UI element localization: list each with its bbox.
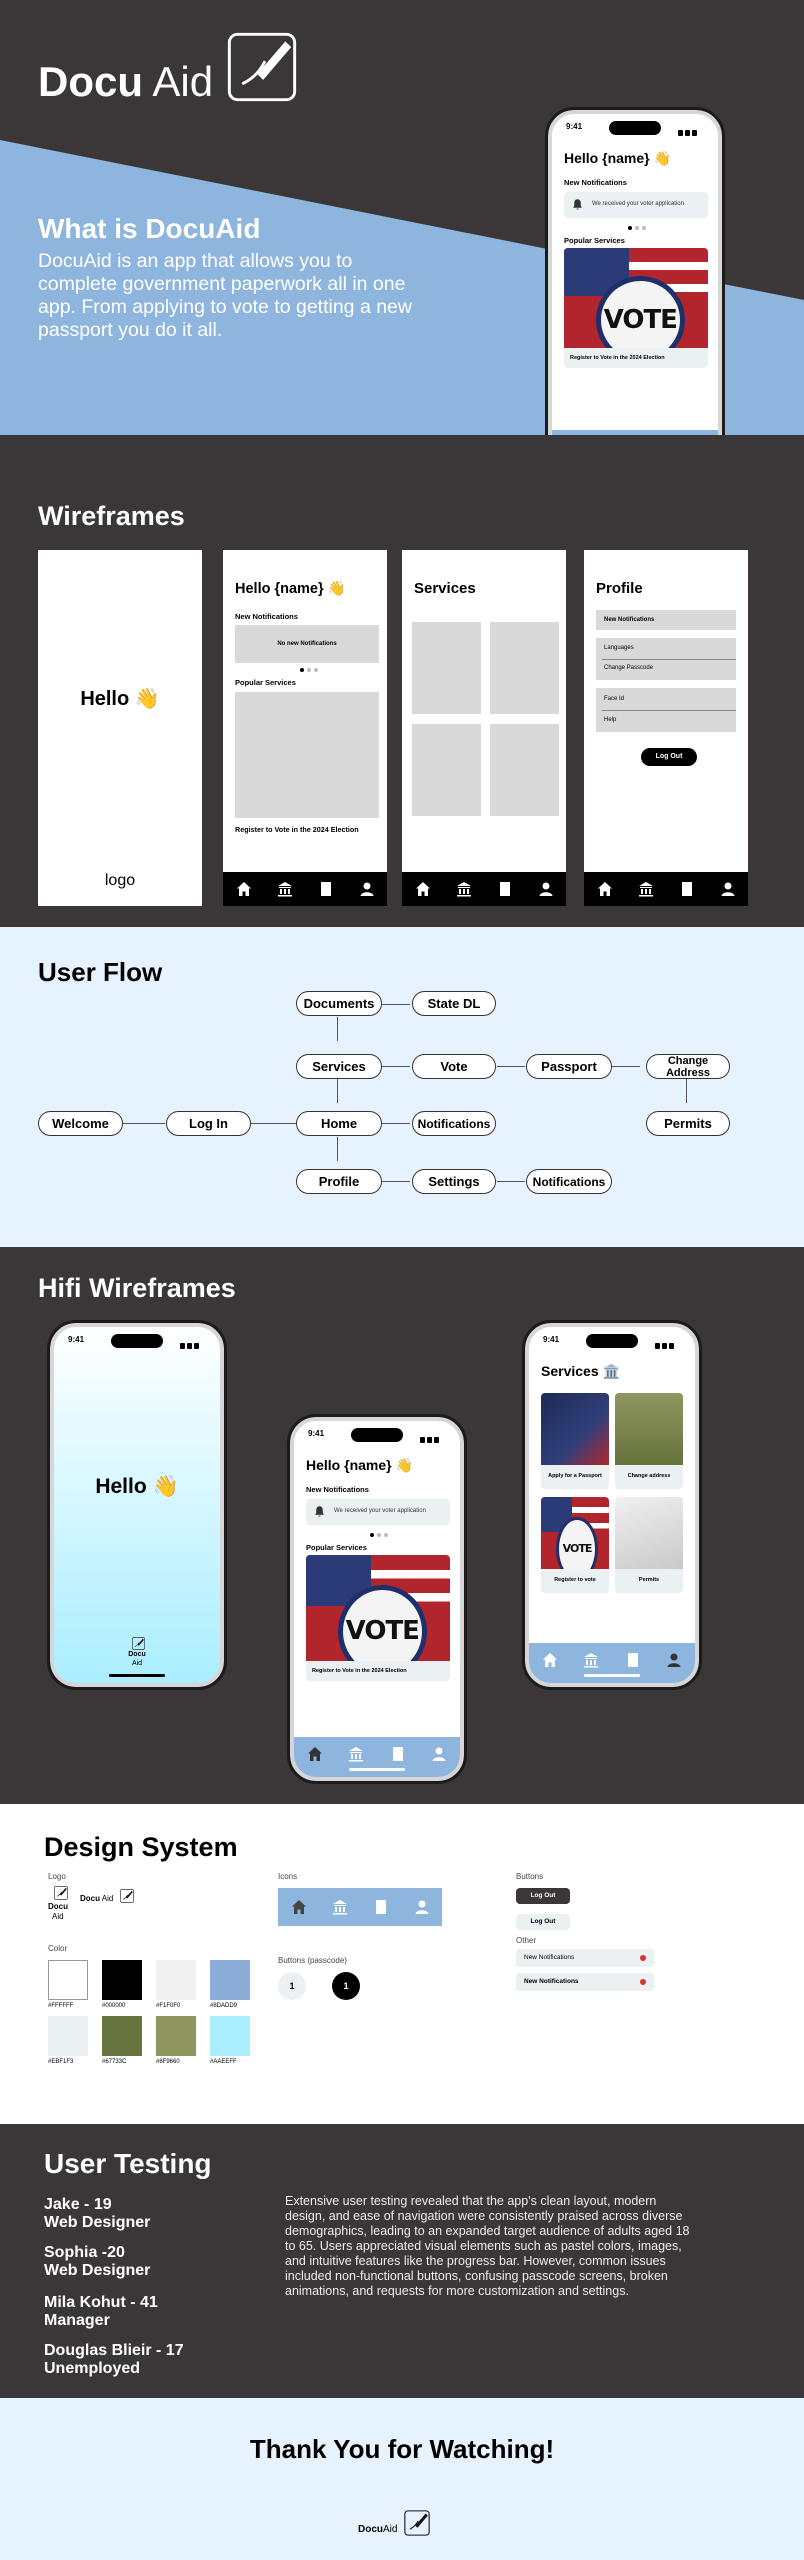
hifi-splash-phone [50,1323,224,1687]
notification-card[interactable] [564,192,708,218]
documents-icon [318,881,334,897]
notification-pill-text: New Notifications [524,1978,579,1985]
notification-text: We received your voter application [592,201,684,207]
wf-home-greeting: Hello {name} 👋 [235,581,346,597]
footer-section [0,2398,804,2560]
profile-icon [720,881,736,897]
wf-splash-hello: Hello 👋 [80,688,160,710]
wireframe-splash [38,550,202,906]
popular-services-heading: Popular Services [564,236,625,245]
notification-text: We received your voter application [334,1508,426,1514]
flow-connector [337,1137,338,1161]
color-swatch [48,1960,88,2000]
testing-title: User Testing [44,2148,212,2179]
profile-icon [359,881,375,897]
notification-pill[interactable] [516,1949,654,1967]
hifi-home-phone [290,1417,464,1781]
flow-node-settings: Settings [412,1169,496,1194]
flow-node-notifications-2: Notifications [526,1169,612,1194]
other-label: Other [516,1936,537,1945]
services-icon[interactable] [348,1746,364,1762]
flow-connector [251,1123,296,1124]
logo-stacked-docu: Docu [48,1902,68,1911]
hero-section [0,0,804,435]
footer-logo [358,2524,397,2535]
wireframes-title: Wireframes [38,501,185,531]
user-testing-section [0,2124,804,2398]
design-title: Design System [44,1832,238,1862]
logo-inline [80,1894,113,1903]
color-swatch-label: #8DADD9 [210,2003,238,2009]
service-card-permits[interactable] [615,1497,683,1593]
wf-services-title: Services [414,580,476,597]
wf-profile-item-help: Help [604,717,617,723]
wf-home-dots [300,668,318,672]
logo-inline-docu: Docu [80,1894,100,1903]
wireframe-services [402,550,566,906]
wf-home-notif-box-text: No new Notifications [277,641,337,647]
wf-service-tile [490,724,559,816]
logout-button-dark[interactable]: Log Out [516,1888,570,1904]
home-indicator [584,1674,640,1677]
notification-dot [640,1979,646,1985]
wf-profile-group [596,688,736,732]
services-icon [638,881,654,897]
flow-node-change-address: Change Address [646,1054,730,1079]
phone-notch [586,1334,638,1348]
wf-service-tile [490,622,559,714]
flow-node-passport: Passport [526,1054,612,1079]
color-label: Color [48,1944,68,1953]
footer-logo-docu: Docu [358,2524,383,2535]
home-indicator [349,1768,405,1771]
flow-node-services: Services [296,1054,382,1079]
vote-image [306,1555,450,1661]
tester-1: Jake - 19 Web Designer [44,2196,151,2231]
flow-node-profile: Profile [296,1169,382,1194]
notification-pill-bold[interactable] [516,1973,654,1991]
thanks-text: Thank You for Watching! [249,2434,555,2464]
color-swatch [102,1960,142,2000]
brand-logo-icon [222,32,302,102]
user-flow-section [0,927,804,1247]
splash-logo-icon [132,1637,145,1650]
logo-stacked-icon [54,1886,68,1900]
color-swatch [210,2016,250,2056]
documents-icon [497,881,513,897]
wf-profile-row [596,610,736,630]
flow-connector [382,1181,410,1182]
profile-icon[interactable] [431,1746,447,1762]
notifications-heading: New Notifications [306,1485,369,1494]
service-label-passport: Apply for a Passport [548,1473,602,1479]
status-time: 9:41 [543,1335,560,1344]
service-card-address[interactable] [615,1393,683,1489]
flow-node-permits: Permits [646,1111,730,1136]
color-swatch-label: #000000 [102,2003,126,2009]
wf-home-caption: Register to Vote in the 2024 Election [235,825,359,834]
service-card-vote[interactable] [541,1497,609,1593]
wf-home-popular-box [235,692,379,818]
status-time: 9:41 [566,122,583,131]
wireframe-home [223,550,387,906]
passcode-button-light[interactable]: 1 [278,1972,306,2000]
notifications-heading: New Notifications [564,178,627,187]
color-swatch-label: #EBF1F3 [48,2059,74,2065]
hifi-splash-hello: Hello 👋 [95,1475,179,1498]
wf-services-nav [402,872,566,906]
footer-logo-icon [403,2510,431,2536]
logo-label: Logo [48,1872,66,1881]
color-swatch-label: #AAEEFF [210,2059,237,2065]
color-swatch [156,2016,196,2056]
status-time: 9:41 [68,1335,85,1344]
tester-3: Mila Kohut - 41 Manager [44,2294,158,2329]
wf-splash-logo: logo [104,872,136,889]
service-label-vote: Register to vote [554,1577,596,1583]
brand-word-aid: Aid [152,58,214,105]
flow-connector [686,1079,687,1103]
home-greeting: Hello {name} 👋 [564,150,671,166]
wf-profile-nav [584,872,748,906]
service-label-address: Change address [627,1473,671,1479]
footer-logo-aid: Aid [383,2524,398,2535]
service-card-passport[interactable] [541,1393,609,1489]
flow-connector [382,1123,410,1124]
testing-summary: Extensive user testing revealed that the app's clean layout, modern design, and ease of navigation were consistently praised across diverse demographics, leading to an expanded target audience of adults aged 18 to 65. Users appreciated visual elements such as pastel colors, images, and intuitive features like the progress bar. However, common issues included non-functional buttons, confusing passcode screens, broken animations, and requests for more customization and settings. [285,2194,690,2298]
vote-service-card[interactable] [306,1555,450,1681]
tester-2: Sophia -20 Web Designer [44,2244,151,2279]
status-icons [418,1430,446,1436]
bell-icon [571,198,584,211]
logo-stacked-aid: Aid [52,1912,64,1921]
color-swatch [156,1960,196,2000]
buttons-label: Buttons [516,1872,544,1881]
flow-connector [337,1079,338,1103]
passcode-label: Buttons (passcode) [278,1956,347,1965]
home-icon [415,881,431,897]
flow-node-home: Home [296,1111,382,1136]
home-icon[interactable] [542,1652,558,1668]
phone-notch [111,1334,163,1348]
status-icons [653,1336,681,1342]
wireframe-profile [584,550,748,906]
color-swatch [48,2016,88,2056]
profile-icon [538,881,554,897]
home-greeting: Hello {name} 👋 [306,1457,413,1473]
logo-inline-icon [120,1889,134,1903]
icons-label: Icons [278,1872,298,1881]
wf-profile-item-passcode: Change Passcode [604,665,654,671]
popular-services-heading: Popular Services [306,1543,367,1552]
home-indicator [109,1674,165,1677]
documents-icon[interactable] [625,1652,641,1668]
vote-service-card[interactable] [564,248,708,368]
wf-service-tile [412,622,481,714]
flow-connector [382,1066,410,1067]
vote-card-caption: Register to Vote in the 2024 Election [312,1668,407,1674]
home-icon [236,881,252,897]
home-icon [291,1899,307,1915]
profile-icon[interactable] [666,1652,682,1668]
color-swatch [102,2016,142,2056]
vote-image [541,1497,609,1569]
service-label-permits: Permits [638,1577,660,1583]
bell-icon [313,1505,326,1518]
hero-title: What is DocuAid [38,213,261,244]
flow-connector [337,1017,338,1041]
services-title: Services 🏛️ [541,1363,620,1379]
splash-logo-docu: Docu [128,1651,146,1658]
tester-4: Douglas Blieir - 17 Unemployed [44,2342,184,2377]
flow-connector [382,1004,410,1005]
flow-node-documents: Documents [296,991,382,1016]
mailbox-image [615,1393,683,1465]
documents-icon [373,1899,389,1915]
hifi-section [0,1247,804,1804]
documents-icon[interactable] [390,1746,406,1762]
color-swatch-label: #FFFFFF [48,2003,74,2009]
bottom-nav [529,1643,695,1683]
brand-word-docu: Docu [38,58,143,105]
color-swatch-label: #8F9660 [156,2059,180,2065]
notification-card[interactable] [306,1499,450,1525]
wf-profile-item-languages: Languages [604,645,634,651]
wf-home-notif-heading: New Notifications [235,612,298,621]
flow-connector [497,1066,525,1067]
logout-button-light[interactable]: Log Out [516,1914,570,1930]
flow-node-vote: Vote [412,1054,496,1079]
wf-profile-group [596,638,736,680]
permit-image [615,1497,683,1569]
status-icons [178,1336,206,1342]
splash-logo-aid: Aid [131,1660,143,1667]
page-dots [628,226,646,230]
wf-profile-item-notifications: New Notifications [604,617,655,623]
home-icon [597,881,613,897]
services-icon [332,1899,348,1915]
wf-home-popular-heading: Popular Services [235,678,296,687]
wf-logout-button: Log Out [641,748,697,766]
logo-inline-aid: Aid [101,1894,114,1903]
brand-logo [38,58,213,106]
hifi-services-phone [525,1323,699,1687]
hero-phone [548,110,722,435]
hifi-title: Hifi Wireframes [38,1273,236,1303]
wf-profile-title: Profile [596,580,643,597]
status-time: 9:41 [308,1429,325,1438]
wf-home-nav [223,872,387,906]
status-icons [676,123,704,129]
color-swatch-label: #67733C [102,2059,127,2065]
flow-connector [612,1066,640,1067]
hero-description: DocuAid is an app that allows you to complete government paperwork all in one app. From applying to vote to getting a new passport you do it all. [38,250,412,341]
flow-node-login: Log In [166,1111,251,1136]
vote-image-text: VOTE [562,1542,592,1556]
color-swatch [210,1960,250,2000]
flow-connector [497,1181,525,1182]
icon-bar [278,1888,442,1926]
wf-service-tile [412,724,481,816]
phone-notch [351,1428,403,1442]
passport-image [541,1393,609,1465]
notification-dot [640,1955,646,1961]
flow-node-state-dl: State DL [412,991,496,1016]
wf-home-notif-box [235,625,379,663]
profile-icon [414,1899,430,1915]
bottom-nav [294,1737,460,1777]
flow-connector [123,1123,165,1124]
design-system-section [0,1804,804,2124]
vote-image-text: VOTE [603,305,677,335]
wf-profile-item-faceid: Face Id [604,696,625,702]
services-icon[interactable] [583,1652,599,1668]
vote-image-text: VOTE [345,1616,419,1647]
flow-node-notifications: Notifications [412,1111,496,1136]
vote-card-caption: Register to Vote in the 2024 Election [570,355,665,361]
passcode-button-dark[interactable]: 1 [332,1972,360,2000]
documents-icon [679,881,695,897]
services-icon [456,881,472,897]
page-dots [370,1533,388,1537]
vote-image [564,248,708,348]
flow-node-welcome: Welcome [38,1111,123,1136]
home-icon[interactable] [307,1746,323,1762]
phone-notch [609,121,661,135]
services-icon [277,881,293,897]
notification-pill-text: New Notifications [524,1954,575,1961]
color-swatch-label: #F1F0F0 [156,2003,181,2009]
user-flow-title: User Flow [38,957,163,987]
